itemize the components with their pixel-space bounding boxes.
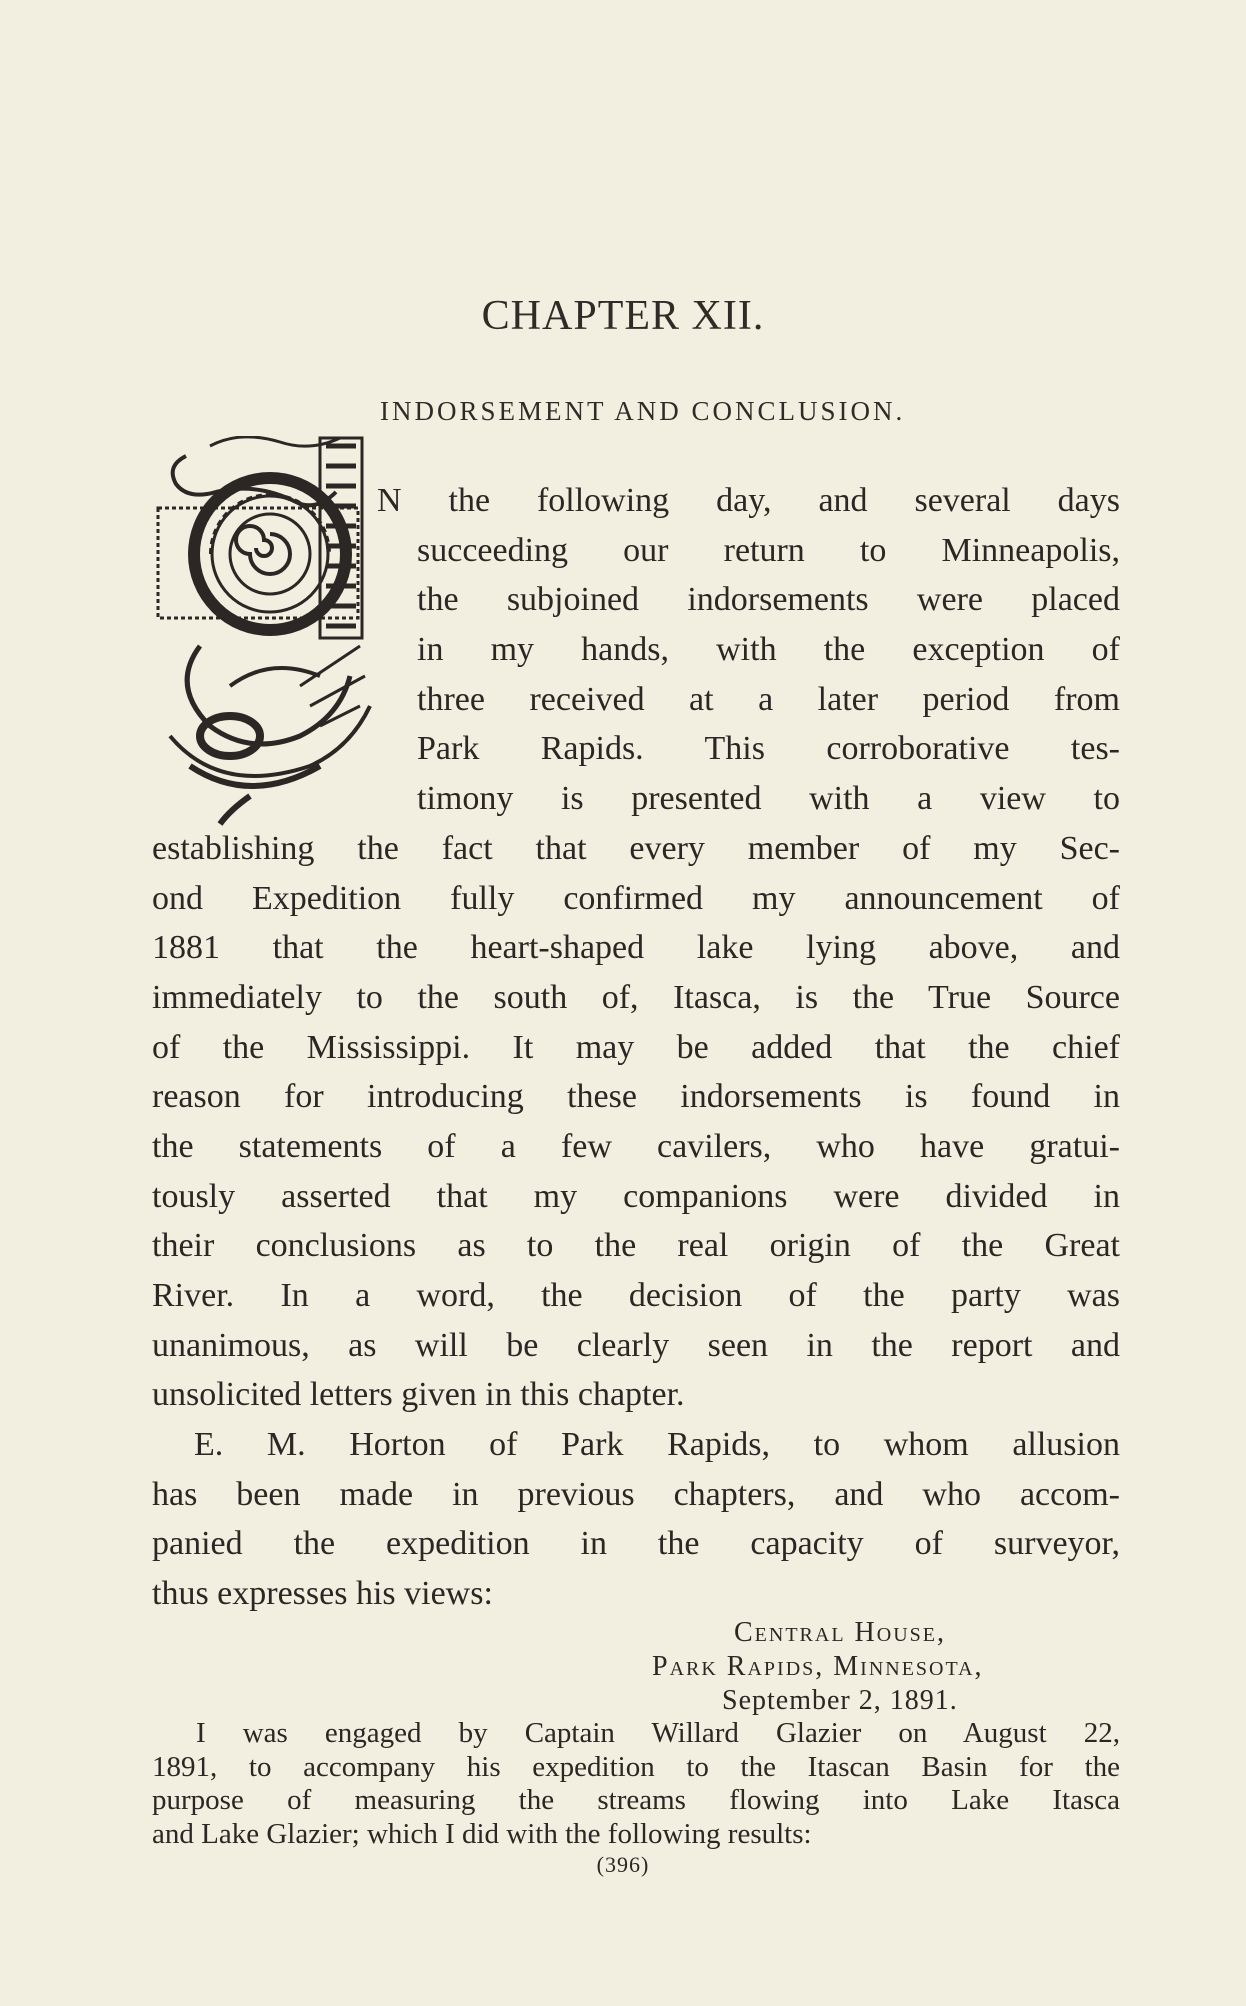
text-line: reason for introducing these indorsements is found in <box>152 1078 1120 1116</box>
text-line: immediately to the south of, Itasca, is the True Source <box>152 978 1120 1016</box>
text-line: their conclusions as to the real origin of the Great <box>152 1227 1120 1265</box>
text-line: panied the expedition in the capacity of surveyor, <box>152 1525 1120 1563</box>
text-line: N the following day, and several days <box>377 482 1120 519</box>
chapter-title: CHAPTER XII. <box>481 293 765 339</box>
text-line: tously asserted that my companions were divided in <box>152 1177 1120 1215</box>
text-line: River. In a word, the decision of the party was <box>152 1277 1120 1314</box>
text-line: timony is presented with a view to <box>417 780 1120 818</box>
text-line: succeeding our return to Minneapolis, <box>417 531 1120 569</box>
text-line: unsolicited letters given in this chapter. <box>152 1376 685 1414</box>
letter-town: Park Rapids, Minnesota, <box>652 1651 984 1682</box>
text-line: unanimous, as will be clearly seen in the report and <box>152 1326 1120 1364</box>
text-line: has been made in previous chapters, and who accom- <box>152 1475 1120 1513</box>
text-line: 1891, to accompany his expedition to the Itascan Basin for the <box>152 1750 1120 1783</box>
text-line: establishing the fact that every member of my Sec- <box>152 829 1120 867</box>
text-line: and Lake Glazier; which I did with the following results: <box>152 1817 812 1850</box>
letter-date: September 2, 1891. <box>722 1685 958 1716</box>
text-line: I was engaged by Captain Willard Glazier on August 22, <box>196 1717 1120 1749</box>
text-line: of the Mississippi. It may be added that the chief <box>152 1028 1120 1066</box>
paragraph-1 <box>152 476 1120 1420</box>
letter-place: Central House, <box>734 1617 946 1648</box>
text-line: E. M. Horton of Park Rapids, to whom allusion <box>194 1426 1120 1463</box>
text-line: 1881 that the heart-shaped lake lying above, and <box>152 929 1120 967</box>
text-line: thus expresses his views: <box>152 1575 493 1613</box>
chapter-subtitle: INDORSEMENT AND CONCLUSION. <box>380 396 906 426</box>
text-line: the subjoined indorsements were placed <box>417 581 1120 619</box>
letter-body <box>152 1717 1120 1851</box>
text-line: ond Expedition fully confirmed my announcement of <box>152 879 1120 917</box>
paragraph-2 <box>152 1420 1120 1619</box>
text-line: Park Rapids. This corroborative tes- <box>417 730 1120 768</box>
text-line: the statements of a few cavilers, who have gratui- <box>152 1127 1120 1165</box>
page-number: (396) <box>596 1852 650 1877</box>
text-line: in my hands, with the exception of <box>417 631 1120 669</box>
text-line: purpose of measuring the streams flowing into Lake Itasca <box>152 1784 1120 1816</box>
text-line: three received at a later period from <box>417 680 1120 718</box>
